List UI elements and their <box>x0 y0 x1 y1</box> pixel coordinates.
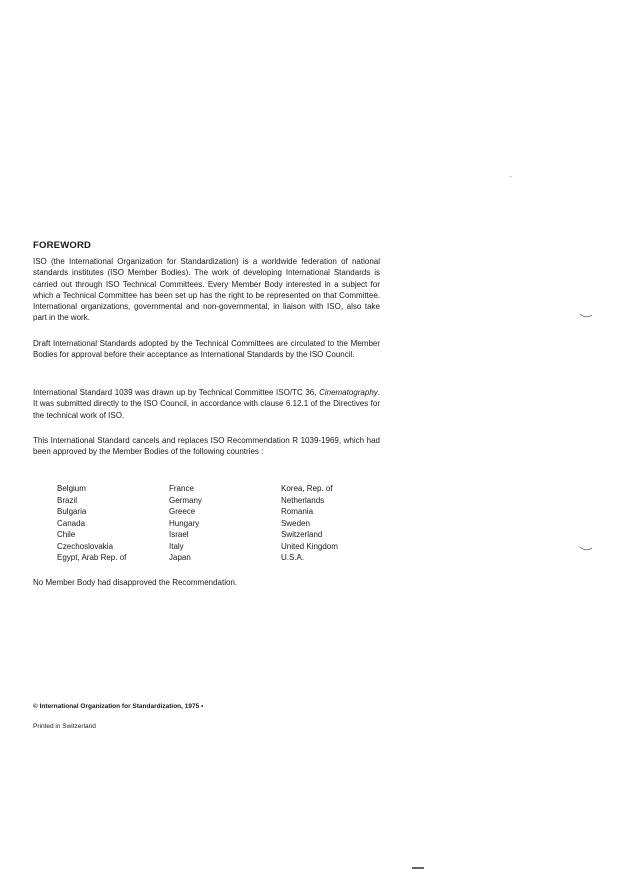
paragraph-3-committee-title: Cinematography <box>319 388 378 397</box>
country-item: France <box>169 484 194 493</box>
country-item: Brazil <box>57 495 78 505</box>
paragraph-3-text-a: International Standard 1039 was drawn up by Technical Committee ISO/TC 36, <box>33 388 320 397</box>
disapproval-note: No Member Body had disapproved the Recommendation. <box>33 578 238 587</box>
country-item: United Kingdom <box>281 541 338 551</box>
bottom-dash-mark <box>411 866 425 870</box>
scan-speck-mark <box>510 176 512 178</box>
country-item: Romania <box>281 507 314 516</box>
country-item: Netherlands <box>281 495 325 505</box>
country-item: Sweden <box>281 518 310 528</box>
country-item: Switzerland <box>281 530 323 539</box>
foreword-paragraph-3 <box>33 387 380 421</box>
country-item: Czechoslovakia <box>57 541 114 551</box>
printed-in-line: Printed in Switzerland <box>33 723 96 730</box>
country-item: Germany <box>169 495 202 505</box>
country-item: Egypt, Arab Rep. of <box>57 553 127 562</box>
country-item: Bulgaria <box>57 507 87 516</box>
country-item: Japan <box>169 553 191 562</box>
country-item: Italy <box>169 541 184 551</box>
copyright-line: © International Organization for Standardization, 1975 • <box>33 703 204 710</box>
country-list <box>57 483 391 564</box>
foreword-heading: FOREWORD <box>33 240 92 251</box>
margin-curve-mark <box>579 313 593 319</box>
country-item: Israel <box>169 530 189 539</box>
country-item: Korea, Rep. of <box>281 484 333 493</box>
country-item: U.S.A. <box>281 553 305 562</box>
foreword-paragraph-2: Draft International Standards adopted by the Technical Committees are circulated to the Member Bodies for approval before their acceptance as International Standards by the ISO Council. <box>33 339 380 360</box>
foreword-paragraph-4: This International Standard cancels and replaces ISO Recommendation R 1039-1969, which had been approved by the Member Bodies of the following countries : <box>33 436 380 457</box>
country-item: Hungary <box>169 518 200 528</box>
margin-curve-mark <box>579 546 593 552</box>
foreword-paragraph-1: ISO (the International Organization for Standardization) is a worldwide federation of national standards institutes (ISO Member Bodies). The work of developing International Standards is carried out through ISO Technical Committees. Every Member Body interested in a subject for which a Technical Committee has been set up has the right to be represented on that Committee. International organizations, governmental and non-governmental, in liaison with ISO, also take part in the work. <box>33 257 380 323</box>
country-item: Chile <box>57 530 76 539</box>
country-item: Greece <box>169 507 196 516</box>
paragraph-3-text-b: . It was submitted directly to the ISO Council, in accordance with clause 6.12.1 of the Directives for the technical work of ISO. <box>33 388 380 420</box>
country-item: Belgium <box>57 484 86 493</box>
country-item: Canada <box>57 518 86 528</box>
